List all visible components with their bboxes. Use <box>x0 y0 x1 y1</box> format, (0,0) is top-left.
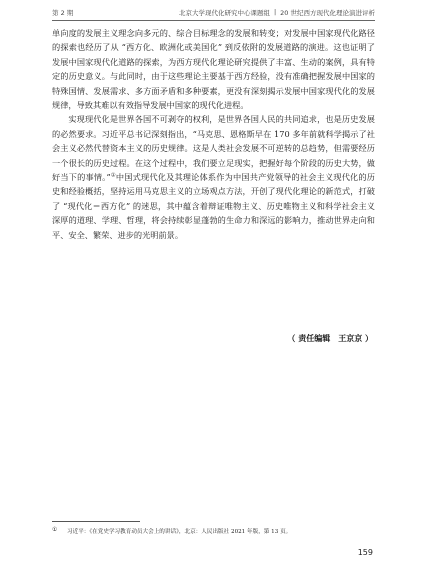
journal-name: 北京大学现代化研究中心课题组 <box>178 9 270 17</box>
issue-label: 第 2 期 <box>52 9 74 17</box>
footnote <box>52 527 375 535</box>
article-body <box>52 26 375 242</box>
editor-credit: （ 责任编辑 王京京 ） <box>287 334 373 343</box>
running-header <box>52 8 375 17</box>
header-right <box>179 8 375 17</box>
paragraph-2 <box>52 112 375 242</box>
paragraph-2-text: 实现现代化是世界各国不可剥夺的权利，是世界各国人民的共同追求，也是历史发展的必然要求。习近平总书记深刻指出，“马克思、恩格斯早在 170 多年前就科学揭示了社会主义必然代替资本主义的历史规律。这是人类社会发展不可逆转的总趋势，但需要经历一个很长的历史过程。在这个过程中，我们要立足现实，把握好每个阶段的历史大势，做好当下的事情。” <box>52 114 375 183</box>
footnote-number: ① <box>52 527 58 533</box>
page-number: 159 <box>357 548 373 557</box>
article-title: 20 世纪西方现代化理论演进评析 <box>280 9 375 17</box>
header-divider <box>52 20 375 21</box>
paragraph-2-continuation: 中国式现代化及其理论体系作为中国共产党领导的社会主义现代化的历史和经验概括，坚持运用马克思主义的立场观点方法，开创了现代化理论的新范式，打破了 “现代化＝西方化” 的迷思，其中蕴含着辩证唯物主义、历史唯物主义和科学社会主义深厚的道理、学理、哲理，将会持续彰显蓬勃的生命力和深远的影响力，推动世界走向和平、安全、繁荣、进步的光明前景。 <box>52 172 375 240</box>
footnote-reference[interactable]: ① <box>110 172 116 179</box>
paragraph-1: 单向度的发展主义理念向多元的、综合目标理念的发展和转变；对发展中国家现代化路径的探索也经历了从 “西方化、欧洲化或美国化” 到反依附的发展道路的演进。这也证明了发展中国家现代化道路的探索，为西方现代化理论研究提供了丰富、生动的案例，具有特定的历史意义。与此同时，由于这些理论主要基于西方经验，没有准确把握发展中国家的特殊国情、发展需求、多方面矛盾和多种要素，更没有深刻揭示发展中国家现代化的发展规律，导致其难以有效指导发展中国家的现代化进程。 <box>52 28 375 111</box>
footnote-divider <box>52 521 140 522</box>
header-separator: | <box>273 8 277 16</box>
footnote-text: 习近平：《在党史学习教育动员大会上的讲话》，北京：人民出版社 2021 年版，第 13 页。 <box>67 529 292 535</box>
